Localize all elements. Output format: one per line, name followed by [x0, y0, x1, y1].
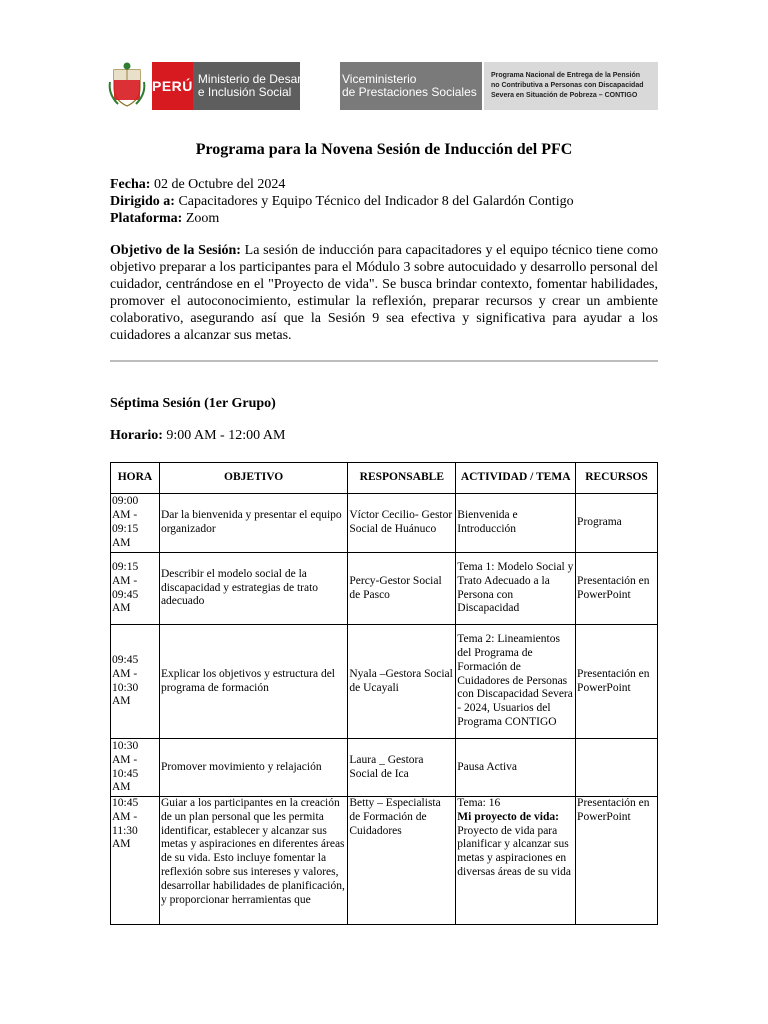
cell-hora: 09:15 AM - 09:45 AM: [111, 553, 160, 625]
header-recursos: RECURSOS: [576, 463, 658, 494]
cell-recursos: Programa: [576, 494, 658, 553]
cell-responsable: Betty – Especialista de Formación de Cuidadores: [348, 797, 456, 925]
cell-responsable: Víctor Cecilio- Gestor Social de Huánuco: [348, 494, 456, 553]
dirigido-line: Dirigido a: Capacitadores y Equipo Técnico del Indicador 8 del Galardón Contigo: [110, 194, 574, 209]
cell-actividad: Tema 1: Modelo Social y Trato Adecuado a la Persona con Discapacidad: [456, 553, 576, 625]
cell-recursos: [576, 739, 658, 797]
fecha-line: Fecha: 02 de Octubre del 2024: [110, 177, 286, 192]
cell-actividad: Bienvenida e Introducción: [456, 494, 576, 553]
header-objetivo: OBJETIVO: [159, 463, 347, 494]
table-header-row: [111, 463, 658, 494]
session-heading: Séptima Sesión (1er Grupo): [110, 396, 276, 411]
table-row: [111, 797, 658, 925]
cell-responsable: Laura _ Gestora Social de Ica: [348, 739, 456, 797]
header-actividad: ACTIVIDAD / TEMA: [456, 463, 576, 494]
table-row: [111, 553, 658, 625]
viceministry-logo: Viceministerio de Prestaciones Sociales: [340, 62, 482, 110]
cell-hora: 10:30 AM - 10:45 AM: [111, 739, 160, 797]
cell-objetivo: Guiar a los participantes en la creación de un plan personal que les permita identificar, establecer y alcanzar sus metas y aspiraciones en diferentes áreas de su vida. Esto incluye fomentar la reflexión sobre sus intereses y valores, desarrollar habilidades de planificación, y proporcionar herramientas que: [159, 797, 347, 925]
ministry-name: Ministerio de Desarrollo e Inclusión Social: [197, 72, 324, 99]
cell-actividad: Tema 2: Lineamientos del Programa de Formación de Cuidadores de Personas con Discapacidad Severa - 2024, Usuarios del Programa CONTIGO: [456, 625, 576, 739]
table-row: [111, 625, 658, 739]
header-hora: HORA: [111, 463, 160, 494]
page-header: [108, 62, 658, 110]
header-responsable: RESPONSABLE: [348, 463, 456, 494]
cell-recursos: Presentación en PowerPoint: [576, 625, 658, 739]
cell-recursos: Presentación en PowerPoint: [576, 797, 658, 925]
schedule-line: Horario: 9:00 AM - 12:00 AM: [110, 428, 286, 443]
peru-coat-of-arms-icon: [108, 62, 146, 108]
cell-objetivo: Explicar los objetivos y estructura del programa de formación: [159, 625, 347, 739]
cell-responsable: Nyala –Gestora Social de Ucayali: [348, 625, 456, 739]
cell-hora: 09:00 AM - 09:15 AM: [111, 494, 160, 553]
program-logo: Programa Nacional de Entrega de la Pensión no Contributiva a Personas con Discapacidad Severa en Situación de Pobreza – CONTIGO: [484, 62, 658, 110]
table-row: [111, 739, 658, 797]
cell-objetivo: Describir el modelo social de la discapacidad y estrategias de trato adecuado: [159, 553, 347, 625]
document-meta: [110, 176, 658, 227]
section-divider: [110, 360, 658, 362]
cell-recursos: Presentación en PowerPoint: [576, 553, 658, 625]
cell-objetivo: Promover movimiento y relajación: [159, 739, 347, 797]
agenda-table: [110, 462, 658, 925]
cell-responsable: Percy-Gestor Social de Pasco: [348, 553, 456, 625]
cell-hora: 09:45 AM - 10:30 AM: [111, 625, 160, 739]
table-row: [111, 494, 658, 553]
peru-label: PERÚ: [152, 62, 193, 110]
objective-paragraph: Objetivo de la Sesión: La sesión de inducción para capacitadores y el equipo técnico tiene como objetivo preparar a los participantes para el Módulo 3 sobre autocuidado y desarrollo personal del cuidador, centrándose en el "Proyecto de vida". Se busca brindar contexto, fomentar habilidades, promover el autoconocimiento, estimular la reflexión, preparar recursos y crear un ambiente colaborativo, asegurando así que la Sesión 9 sea efectiva y significativa para ayudar a los cuidadores a alcanzar sus metas.: [110, 243, 659, 343]
cell-objetivo: Dar la bienvenida y presentar el equipo organizador: [159, 494, 347, 553]
plataforma-line: Plataforma: Zoom: [110, 211, 220, 226]
page-title: Programa para la Novena Sesión de Inducción del PFC: [195, 141, 573, 158]
cell-actividad: Pausa Activa: [456, 739, 576, 797]
ministry-logo: [152, 62, 324, 110]
cell-actividad: Tema: 16 Mi proyecto de vida: Proyecto de vida para planificar y alcanzar sus metas y aspiraciones en diversas áreas de su vida: [456, 797, 576, 925]
cell-hora: 10:45 AM - 11:30 AM: [111, 797, 160, 925]
